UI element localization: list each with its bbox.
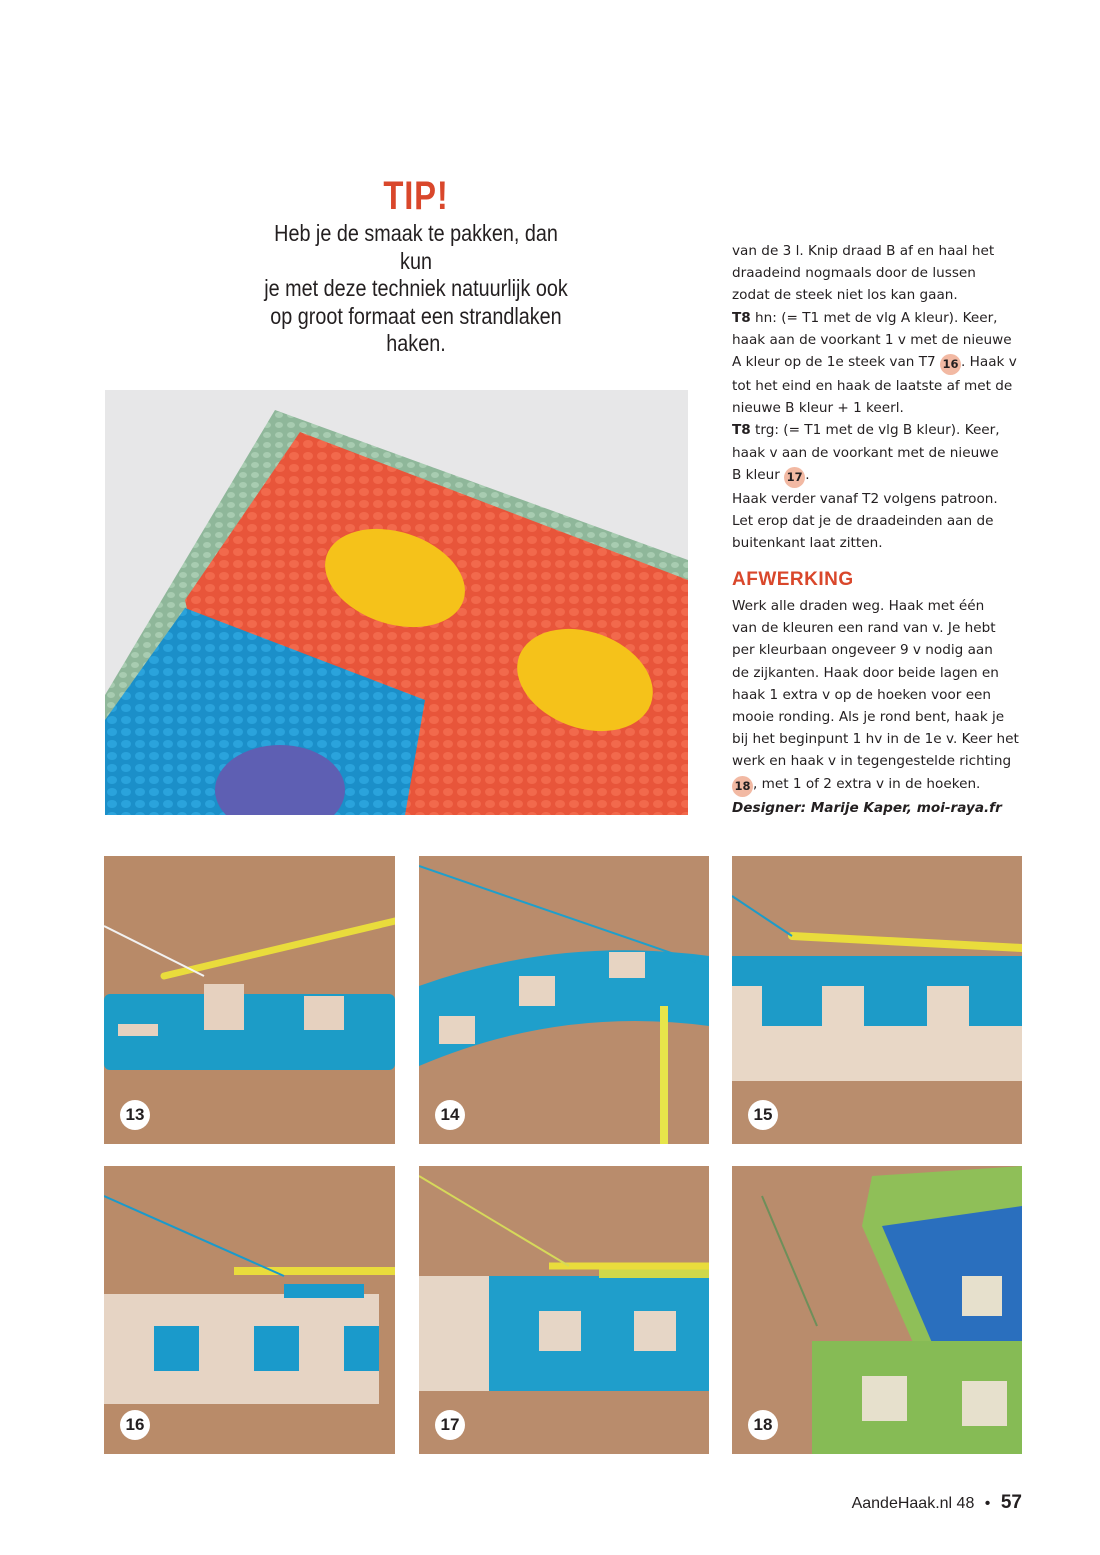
text-line: A kleur op de 1e steek van T7 [732,354,940,371]
step-18-badge: 18 [732,776,753,797]
tip-line: haken. [386,330,446,356]
text-line: . [805,466,810,483]
text-line: de zijkanten. Haak door beide lagen en [732,664,999,681]
afwerking-heading: AFWERKING [732,569,854,590]
step-16-badge: 16 [940,354,961,375]
text-line: buitenkant laat zitten. [732,535,883,552]
t8-trg-step-line [732,464,1032,488]
text-line: B kleur [732,466,785,483]
step-number-badge: 18 [748,1410,778,1440]
afwerking-column [732,595,1032,819]
step-number-badge: 14 [435,1100,465,1130]
text-line: van de kleuren een rand van v. Je hebt [732,620,996,637]
afwerking-step-line [732,773,1032,797]
tip-heading: TIP! [383,174,449,218]
text-line: mooie ronding. Als je rond bent, haak je [732,709,1005,726]
text-line: . Haak v [961,354,1017,371]
text-line: tot het eind en haak de laatste af met de [732,378,1013,395]
text-line: van de 3 l. Knip draad B af en haal het [732,243,995,259]
text-line: trg: (= T1 met de vlg B kleur). Keer, [750,422,1000,439]
step-17-badge: 17 [784,467,805,488]
step-photo-18 [732,1166,1022,1454]
step-number-badge: 13 [120,1100,150,1130]
t8-hn-line [732,307,1032,329]
footer-bullet: • [984,1495,991,1512]
tip-line: je met deze techniek natuurlijk ook [264,275,568,301]
step-photo-14 [419,856,709,1144]
text-line: haak 1 extra v op de hoeken voor een [732,686,992,703]
text-line: Werk alle draden weg. Haak met één [732,598,985,614]
text-line: haak aan de voorkant 1 v met de nieuwe [732,331,1012,348]
t8-trg-line [732,419,1032,441]
step-photo-13 [104,856,395,1144]
t8-hn-step-line [732,351,1032,375]
text-line: , met 1 of 2 extra v in de hoeken. [753,775,981,792]
instructions-column [732,240,1032,554]
row-label: T8 [732,422,751,439]
text-line: bij het beginpunt 1 hv in de 1e v. Keer het [732,731,1019,748]
text-line: Haak verder vanaf T2 volgens patroon. [732,490,998,507]
text-line: Let erop dat je de draadeinden aan de [732,513,994,530]
text-line: werk en haak v in tegengestelde richting [732,753,1012,770]
footer-site: AandeHaak.nl 48 [851,1495,975,1512]
text-line: hn: (= T1 met de vlg A kleur). Keer, [750,309,998,326]
designer-credit: Designer: Marije Kaper, moi-raya.fr [732,799,1002,816]
step-photo-15 [732,856,1022,1144]
step-number-badge: 17 [435,1410,465,1440]
main-photo [105,390,688,815]
text-line: draadeind nogmaals door de lussen [732,265,976,282]
page-footer [822,1492,1022,1514]
text-line: zodat de steek niet los kan gaan. [732,287,958,304]
row-label: T8 [732,309,751,326]
page-number: 57 [1000,1492,1022,1513]
text-line: per kleurbaan ongeveer 9 v nodig aan [732,642,993,659]
step-photo-17 [419,1166,709,1454]
tip-line: op groot formaat een strandlaken [270,302,562,329]
step-number-badge: 16 [120,1410,150,1440]
text-line: haak v aan de voorkant met de nieuwe [732,444,999,461]
tip-line: Heb je de smaak te pakken, dan kun [274,220,558,274]
step-photo-16 [104,1166,395,1454]
text-line: nieuwe B kleur + 1 keerl. [732,400,904,417]
tip-text [261,220,571,358]
step-number-badge: 15 [748,1100,778,1130]
